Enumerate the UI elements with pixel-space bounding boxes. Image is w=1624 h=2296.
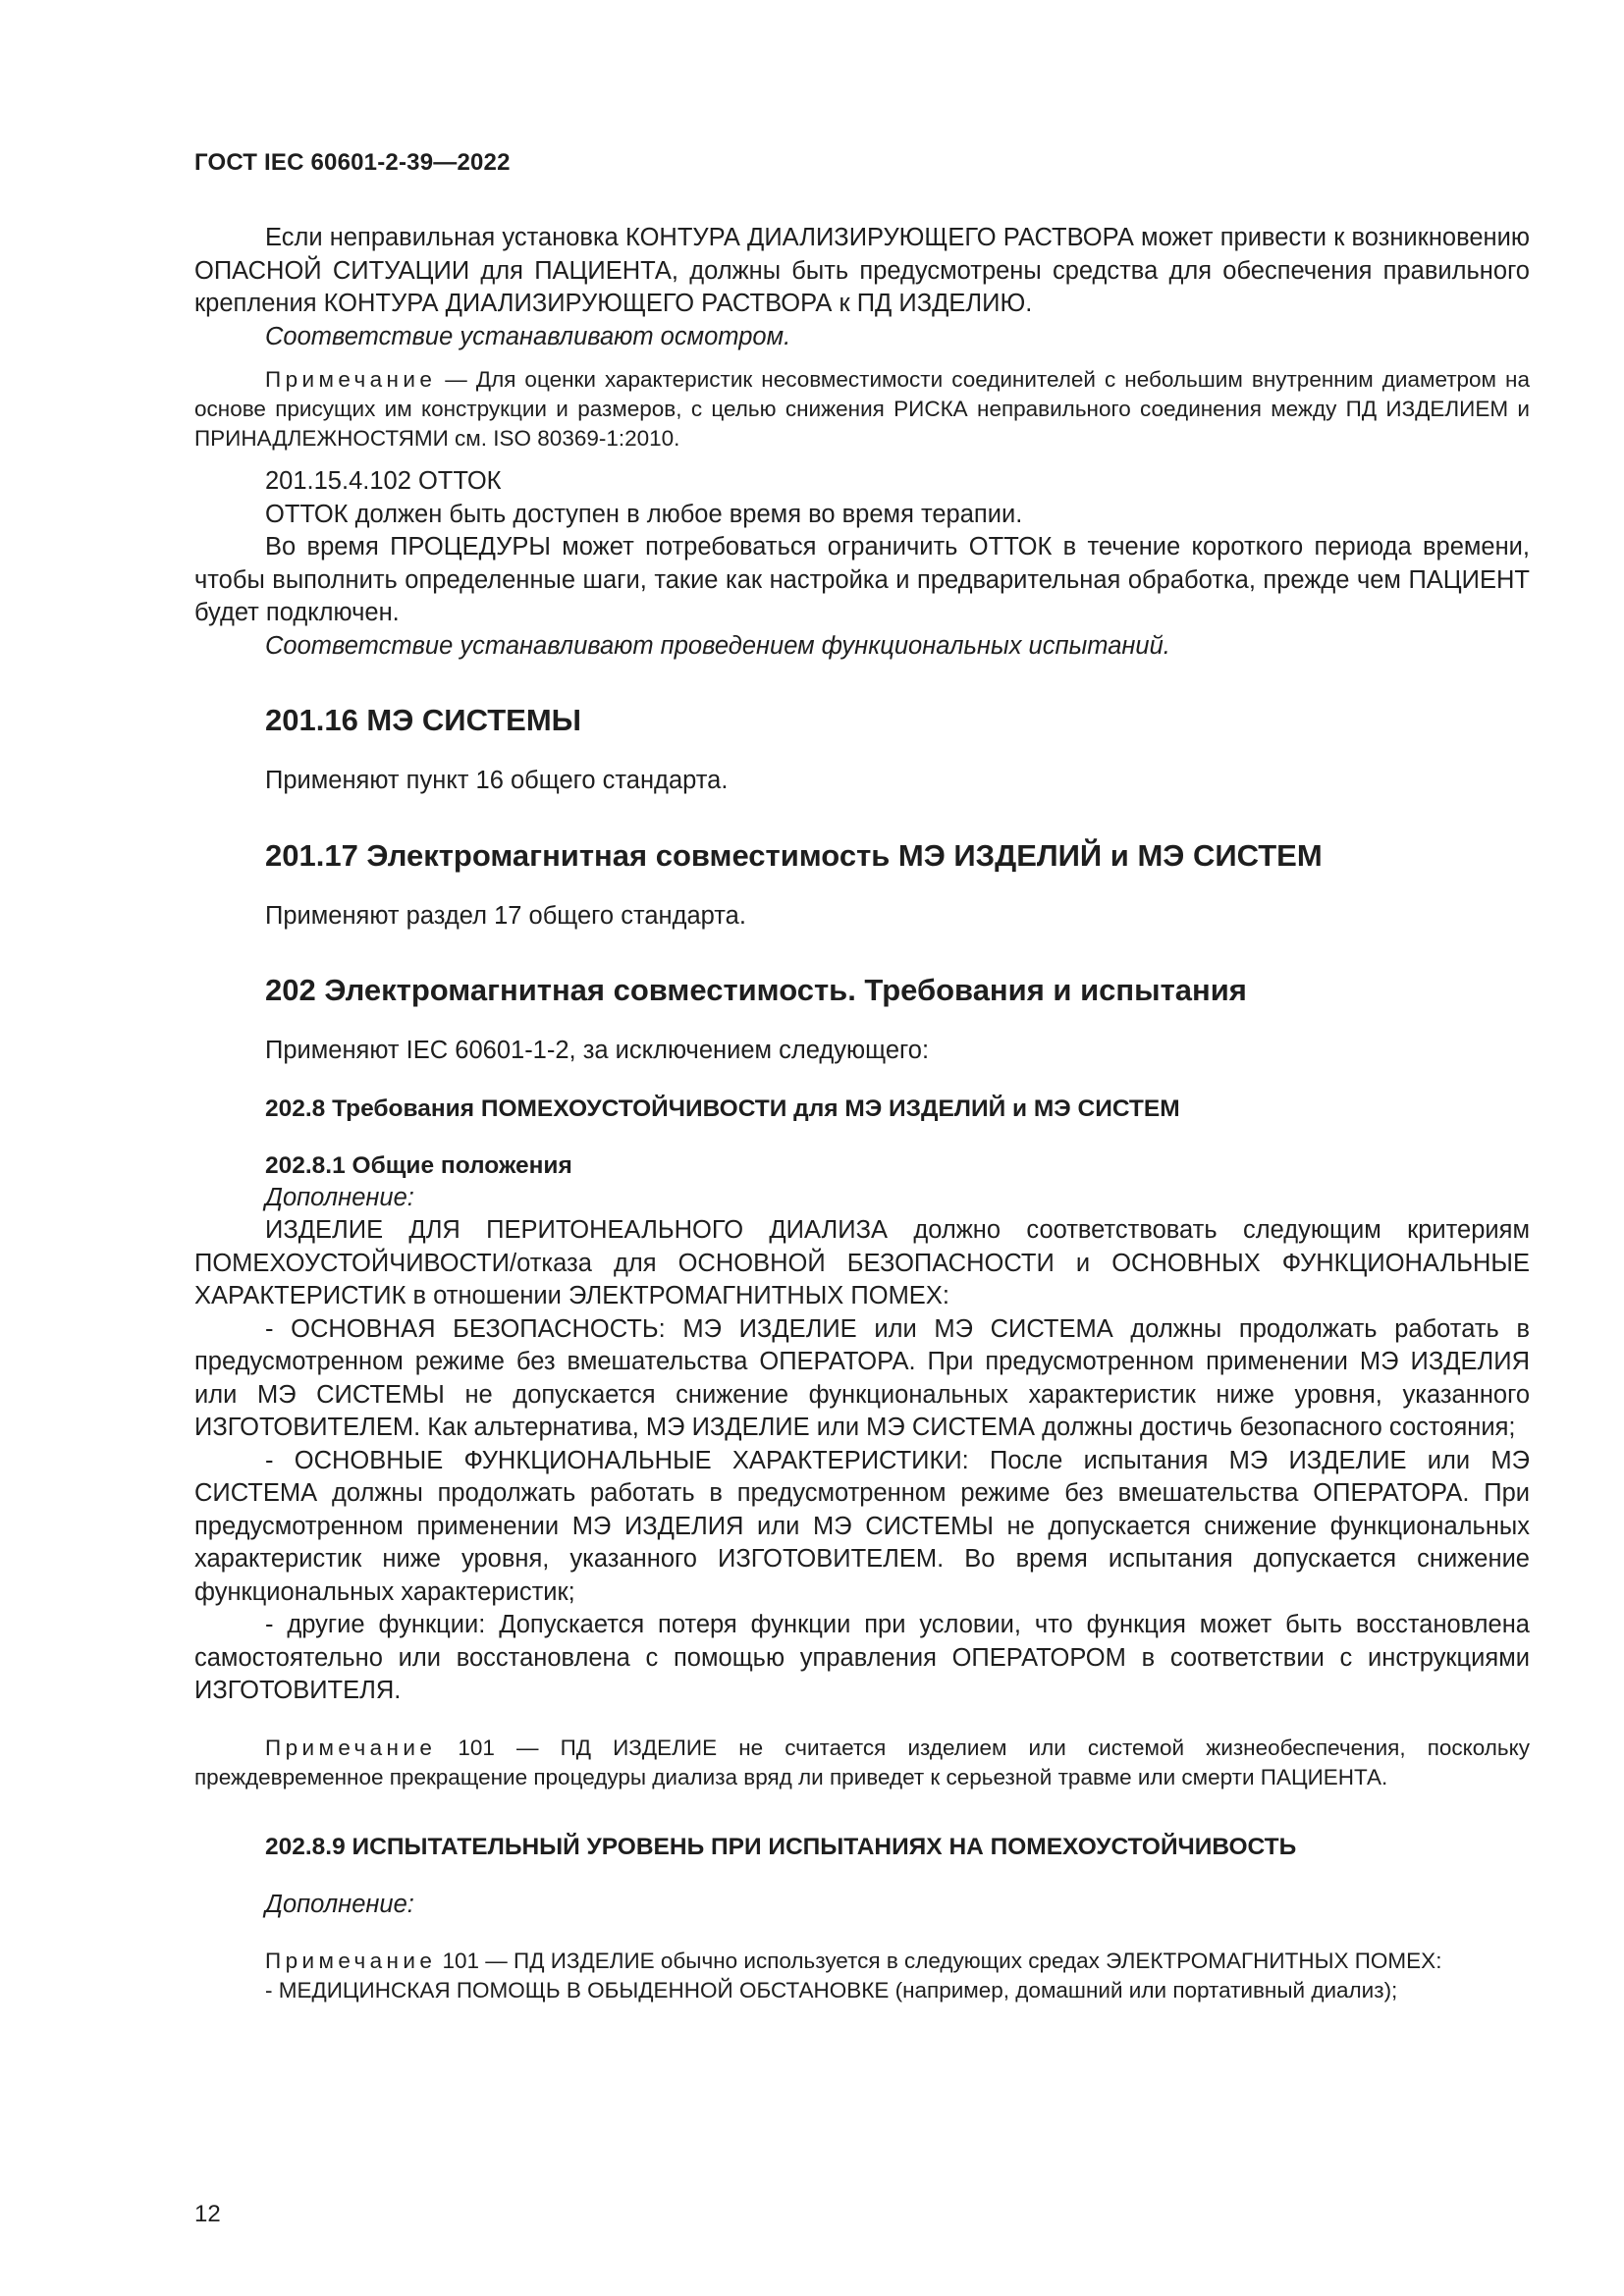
addition-label: Дополнение: bbox=[265, 1183, 414, 1211]
heading-202-8-9: 202.8.9 ИСПЫТАТЕЛЬНЫЙ УРОВЕНЬ ПРИ ИСПЫТАНИЯХ НА ПОМЕХОУСТОЙЧИВОСТЬ bbox=[265, 1833, 1297, 1860]
compliance-functional-tests: Соответствие устанавливают проведением функциональных испытаний. bbox=[265, 631, 1170, 660]
addition-label: Дополнение: bbox=[265, 1890, 414, 1918]
note-label: Примечание bbox=[265, 1735, 437, 1760]
note-label: Примечание bbox=[265, 367, 437, 392]
note-101-life-support bbox=[194, 1734, 1530, 1792]
note-environment-item: - МЕДИЦИНСКАЯ ПОМОЩЬ В ОБЫДЕННОЙ ОБСТАНОВКЕ (например, домашний или портативный диализ); bbox=[265, 1978, 1398, 2002]
document-page bbox=[194, 0, 1530, 2296]
paragraph-iec-60601-1-2: Применяют IEC 60601-1-2, за исключением следующего: bbox=[265, 1037, 930, 1064]
item-basic-safety: - ОСНОВНАЯ БЕЗОПАСНОСТЬ: МЭ ИЗДЕЛИЕ или МЭ СИСТЕМА должны продолжать работать в предусмотренном режиме без вмешательства ОПЕРАТОРА. При предусмотренном применении МЭ ИЗДЕЛИЯ или МЭ СИСТЕМЫ не допускается снижение функциональных характеристик ниже уровня, указанного ИЗГОТОВИТЕЛЕМ. Как альтернатива, МЭ ИЗДЕЛИЕ или МЭ СИСТЕМА должны достичь безопасного состояния; bbox=[194, 1314, 1530, 1441]
heading-202-8-1: 202.8.1 Общие положения bbox=[265, 1151, 572, 1179]
note-101-environments bbox=[194, 1947, 1530, 1976]
page-number: 12 bbox=[194, 2201, 221, 2227]
subclause-outflow-title: 201.15.4.102 ОТТОК bbox=[265, 467, 502, 495]
item-other-functions: - другие функции: Допускается потеря функции при условии, что функция может быть восстановлена самостоятельно или восстановлена с помощью управления ОПЕРАТОРОМ в соответствии с инструкциями ИЗГОТОВИТЕЛЯ. bbox=[194, 1611, 1530, 1704]
paragraph-criteria: ИЗДЕЛИЕ ДЛЯ ПЕРИТОНЕАЛЬНОГО ДИАЛИЗА должно соответствовать следующим критериям ПОМЕХОУСТОЙЧИВОСТИ/отказа для ОСНОВНОЙ БЕЗОПАСНОСТИ и ОСНОВНЫХ ФУНКЦИОНАЛЬНЫЕ ХАРАКТЕРИСТИК в отношении ЭЛЕКТРОМАГНИТНЫХ ПОМЕХ: bbox=[194, 1216, 1530, 1309]
paragraph-contour-install: Если неправильная установка КОНТУРА ДИАЛИЗИРУЮЩЕГО РАСТВОРА может привести к возникновению ОПАСНОЙ СИТУАЦИИ для ПАЦИЕНТА, должны быть предусмотрены средства для обеспечения правильного крепления КОНТУРА ДИАЛИЗИРУЮЩЕГО РАСТВОРА к ПД ИЗДЕЛИЮ. bbox=[194, 224, 1530, 317]
paragraph-outflow-available: ОТТОК должен быть доступен в любое время во время терапии. bbox=[265, 500, 1023, 528]
heading-201-16: 201.16 МЭ СИСТЕМЫ bbox=[265, 703, 581, 737]
paragraph-clause-16: Применяют пункт 16 общего стандарта. bbox=[265, 767, 729, 794]
note-label: Примечание bbox=[265, 1949, 437, 1973]
heading-201-17: 201.17 Электромагнитная совместимость МЭ ИЗДЕЛИЙ и МЭ СИСТЕМ bbox=[265, 837, 1323, 873]
compliance-inspection: Соответствие устанавливают осмотром. bbox=[265, 322, 791, 350]
heading-202: 202 Электромагнитная совместимость. Требования и испытания bbox=[265, 973, 1247, 1007]
running-title: ГОСТ IEC 60601-2-39—2022 bbox=[194, 149, 511, 176]
note-connectors bbox=[194, 365, 1530, 454]
note-text: — Для оценки характеристик несовместимости соединителей с небольшим внутренним диаметром на основе присущих им конструкции и размеров, с целью снижения РИСКА неправильного соединения между ПД ИЗДЕЛИЕМ и ПРИНАДЛЕЖНОСТЯМИ см. ISO 80369-1:2010. bbox=[194, 367, 1530, 451]
item-essential-performance: - ОСНОВНЫЕ ФУНКЦИОНАЛЬНЫЕ ХАРАКТЕРИСТИКИ: После испытания МЭ ИЗДЕЛИЕ или МЭ СИСТЕМА должны продолжать работать в предусмотренном режиме без вмешательства ОПЕРАТОРА. При предусмотренном применении МЭ ИЗДЕЛИЯ или МЭ СИСТЕМЫ не допускается снижение функциональных характеристик ниже уровня, указанного ИЗГОТОВИТЕЛЕМ. Во время испытания допускается снижение функциональных характеристик; bbox=[194, 1446, 1530, 1606]
note-text: 101 — ПД ИЗДЕЛИЕ не считается изделием или системой жизнеобеспечения, поскольку преждевременное прекращение процедуры диализа вряд ли приведет к серьезной травме или смерти ПАЦИЕНТА. bbox=[194, 1735, 1530, 1789]
paragraph-section-17: Применяют раздел 17 общего стандарта. bbox=[265, 901, 746, 930]
page-content bbox=[194, 222, 1530, 2005]
note-text: 101 — ПД ИЗДЕЛИЕ обычно используется в следующих средах ЭЛЕКТРОМАГНИТНЫХ ПОМЕХ: bbox=[436, 1949, 1442, 1973]
heading-202-8: 202.8 Требования ПОМЕХОУСТОЙЧИВОСТИ для МЭ ИЗДЕЛИЙ и МЭ СИСТЕМ bbox=[265, 1095, 1180, 1122]
paragraph-outflow-limit: Во время ПРОЦЕДУРЫ может потребоваться ограничить ОТТОК в течение короткого периода времени, чтобы выполнить определенные шаги, такие как настройка и предварительная обработка, прежде чем ПАЦИЕНТ будет подключен. bbox=[194, 533, 1530, 626]
